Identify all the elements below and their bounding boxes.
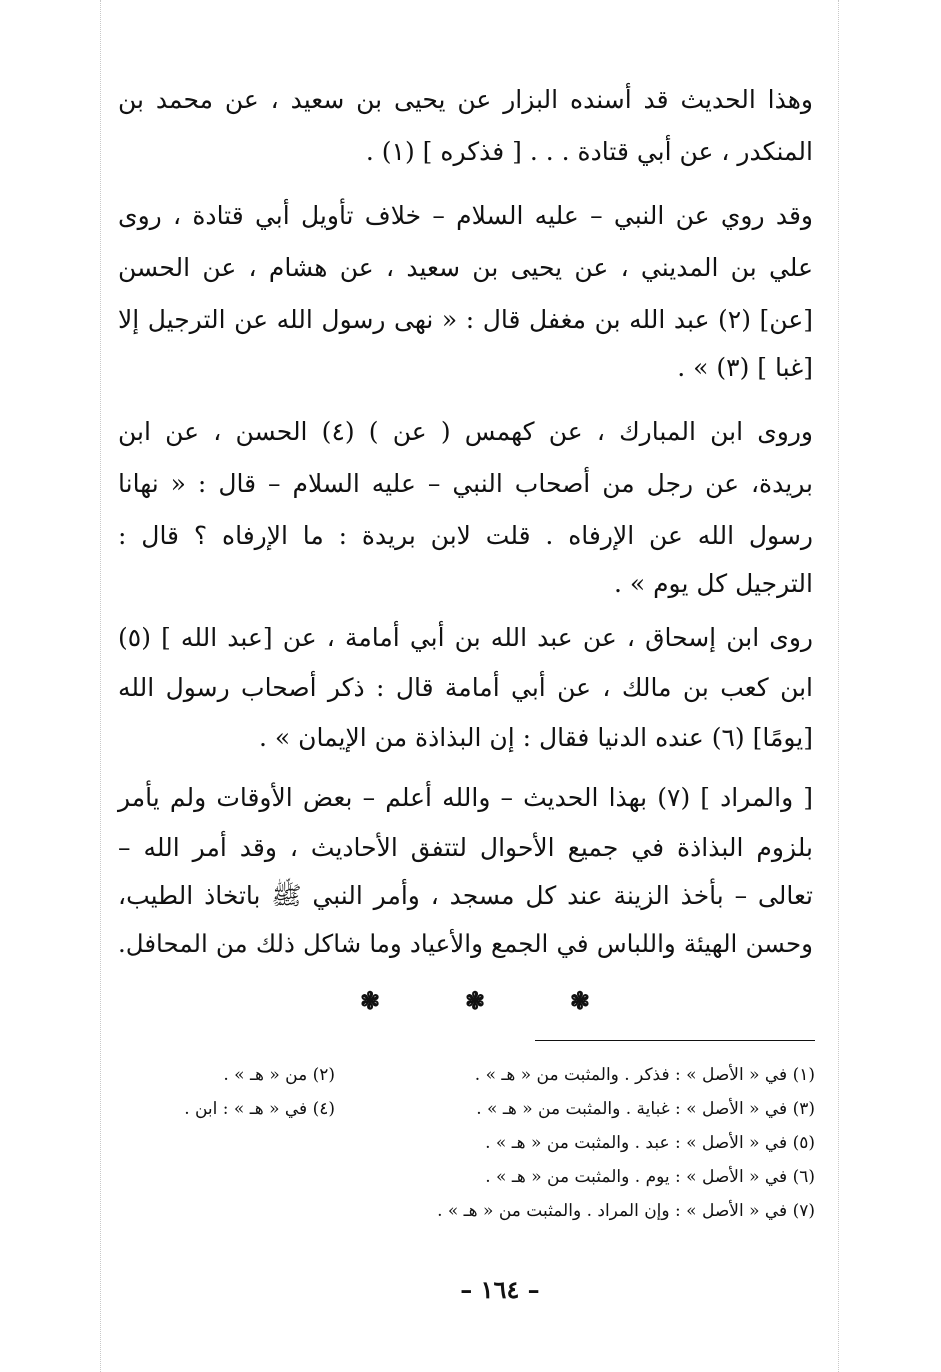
body-text-line: تعالى – بأخذ الزينة عند كل مسجد ، وأمر النبي ﷺ باتخاذ الطيب، [118, 881, 813, 910]
body-text-line: الترجيل كل يوم » . [613, 569, 813, 598]
body-text-line: وهذا الحديث قد أسنده البزار عن يحيى بن سعيد ، عن محمد بن [118, 85, 813, 114]
footnote-line: (٣) في « الأصل » : غباية . والمثبت من « هـ » . [476, 1099, 815, 1119]
body-text-line: [عن] (٢) عبد الله بن مغفل قال : « نهى رسول الله عن الترجيل إلا [118, 305, 813, 334]
body-text-line: بريدة، عن رجل من أصحاب النبي – عليه السلام – قال : « نهانا [118, 469, 813, 498]
page-number: – ١٦٤ – [460, 1275, 540, 1304]
body-text-line: [يومًا] (٦) عنده الدنيا فقال : إن البذاذة من الإيمان » . [258, 723, 813, 752]
asterism-ornament: ❃ [360, 985, 381, 1015]
footnote-line: (٤) في « هـ » : ابن . [184, 1099, 335, 1119]
body-text-line: روى ابن إسحاق ، عن عبد الله بن أبي أمامة ، عن [عبد الله ] (٥) [118, 623, 813, 652]
footnote-line: (٢) من « هـ » . [223, 1065, 335, 1085]
body-text-line: وروى ابن المبارك ، عن كهمس ( عن ) (٤) الحسن ، عن ابن [118, 417, 813, 446]
footnote-line: (١) في « الأصل » : فذكر . والمثبت من « هـ » . [474, 1065, 815, 1085]
body-text-line: وقد روي عن النبي – عليه السلام – خلاف تأويل أبي قتادة ، روى [118, 201, 813, 230]
body-text-line: رسول الله عن الإرفاه . قلت لابن بريدة : ما الإرفاه ؟ قال : [118, 521, 813, 550]
footnote-divider [535, 1040, 815, 1041]
body-text-line: بلزوم البذاذة في جميع الأحوال لتتفق الأحاديث ، وقد أمر الله – [118, 833, 813, 862]
body-text-line: المنكدر ، عن أبي قتادة . . . [ فذكره ] (١) . [365, 137, 813, 166]
asterism-ornament: ❃ [569, 985, 590, 1015]
body-text-line: [غبا ] (٣) » . [677, 353, 813, 382]
body-text-line: علي بن المديني ، عن يحيى بن سعيد ، عن هشام ، عن الحسن [118, 253, 813, 282]
footnote-line: (٦) في « الأصل » : يوم . والمثبت من « هـ » . [485, 1167, 815, 1187]
scan-dotted-margin-line [100, 0, 101, 1372]
section-separator [360, 980, 590, 1020]
scan-dotted-margin-line [838, 0, 839, 1372]
body-text-line: [ والمراد ] (٧) بهذا الحديث – والله أعلم – بعض الأوقات ولم يأمر [118, 783, 814, 812]
footnote-line: (٧) في « الأصل » : وإن المراد . والمثبت من « هـ » . [437, 1201, 815, 1221]
asterism-ornament: ❃ [464, 985, 486, 1015]
footnote-line: (٥) في « الأصل » : عبد . والمثبت من « هـ » . [485, 1133, 815, 1153]
body-text-line: ابن كعب بن مالك ، عن أبي أمامة قال : ذكر أصحاب رسول الله [118, 673, 813, 702]
body-text-line: وحسن الهيئة واللباس في الجمع والأعياد وما شاكل ذلك من المحافل. [118, 929, 813, 958]
